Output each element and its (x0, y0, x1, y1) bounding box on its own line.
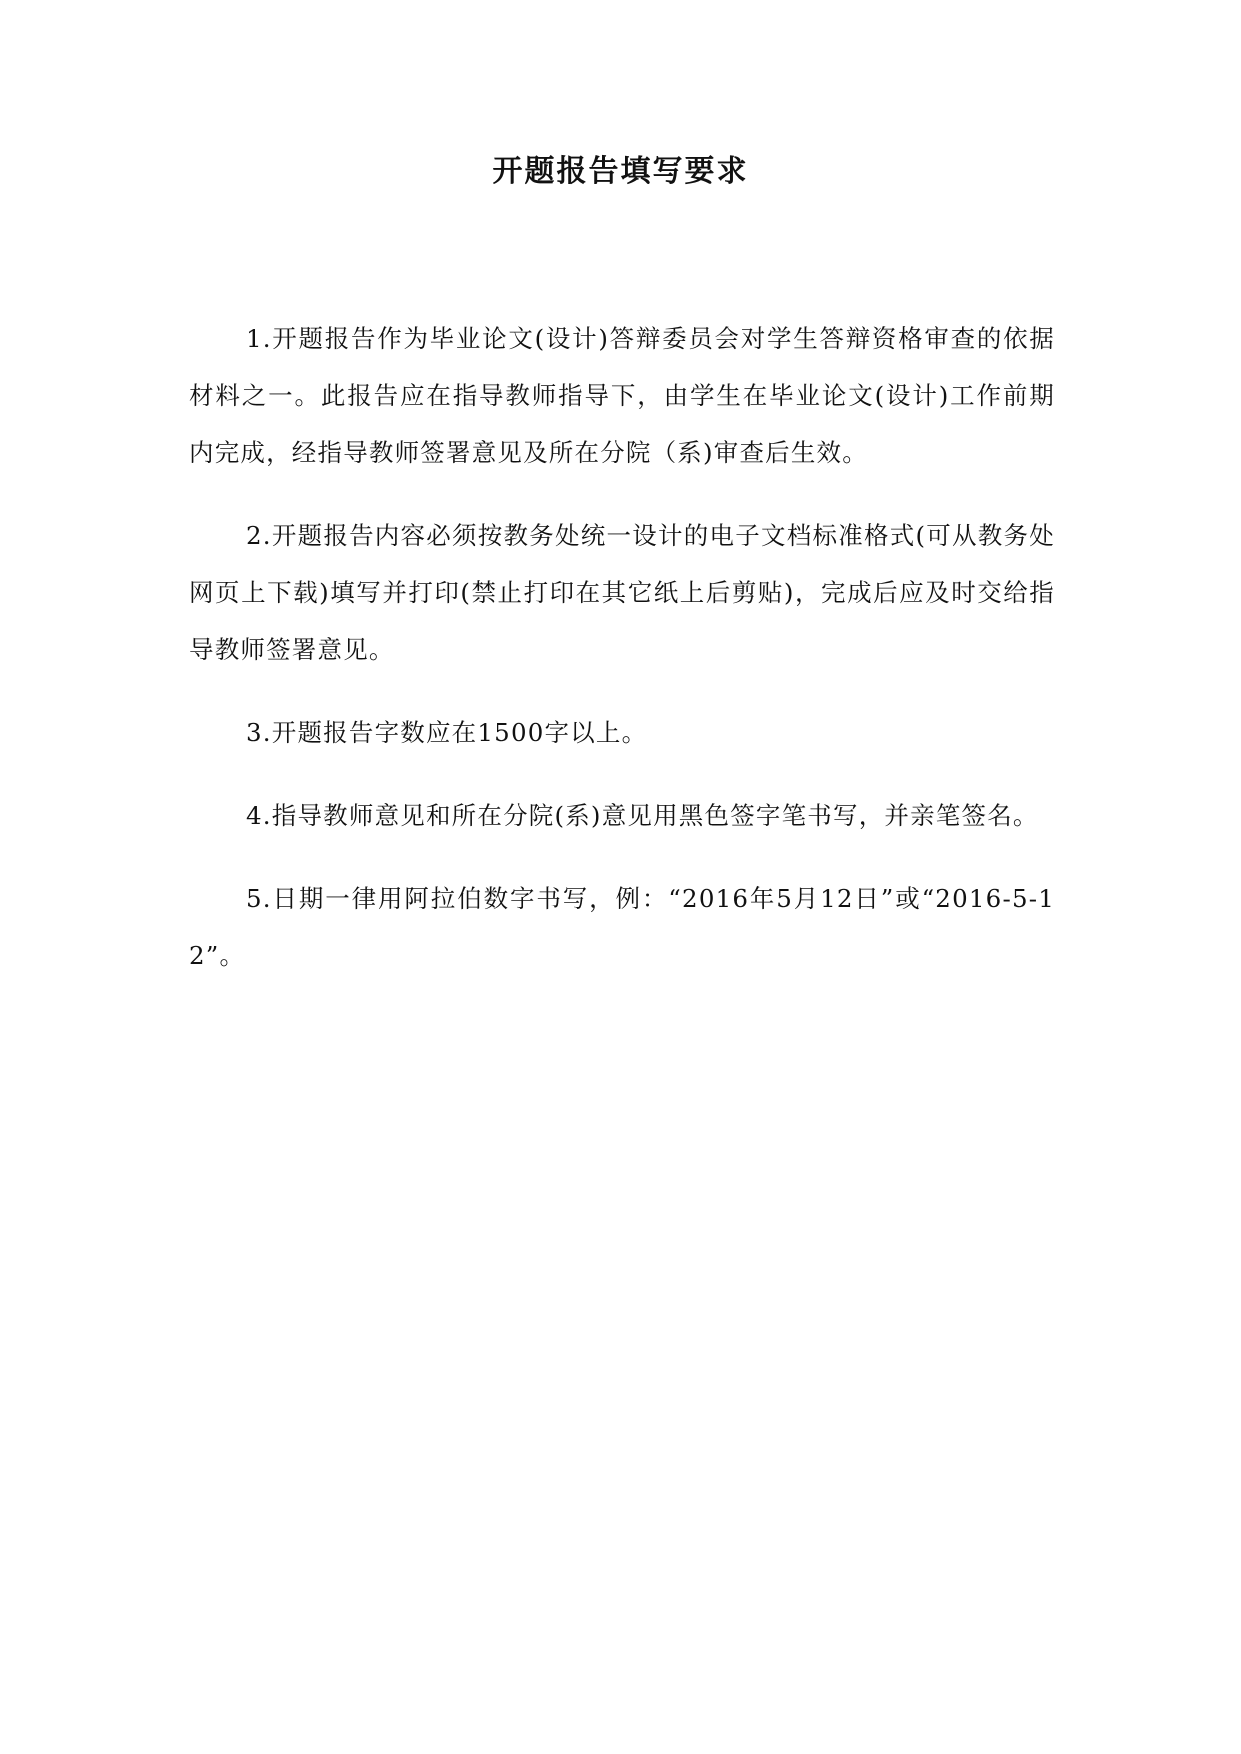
requirement-paragraph-2: 2.开题报告内容必须按教务处统一设计的电子文档标准格式(可从教务处网页上下载)填写并打印(禁止打印在其它纸上后剪贴)，完成后应及时交给指导教师签署意见。 (189, 521, 1055, 664)
requirement-paragraph-4: 4.指导教师意见和所在分院(系)意见用黑色签字笔书写，并亲笔签名。 (246, 801, 1039, 830)
document-body (189, 310, 1055, 1010)
requirement-paragraph-1: 1.开题报告作为毕业论文(设计)答辩委员会对学生答辩资格审查的依据材料之一。此报告应在指导教师指导下，由学生在毕业论文(设计)工作前期内完成，经指导教师签署意见及所在分院（系)审查后生效。 (189, 324, 1055, 467)
requirement-paragraph-5: 5.日期一律用阿拉伯数字书写，例：“2016年5月12日”或“2016-5-12”。 (189, 884, 1055, 970)
document-title: 开题报告填写要求 (492, 154, 749, 189)
requirement-paragraph-3: 3.开题报告字数应在1500字以上。 (246, 718, 648, 747)
